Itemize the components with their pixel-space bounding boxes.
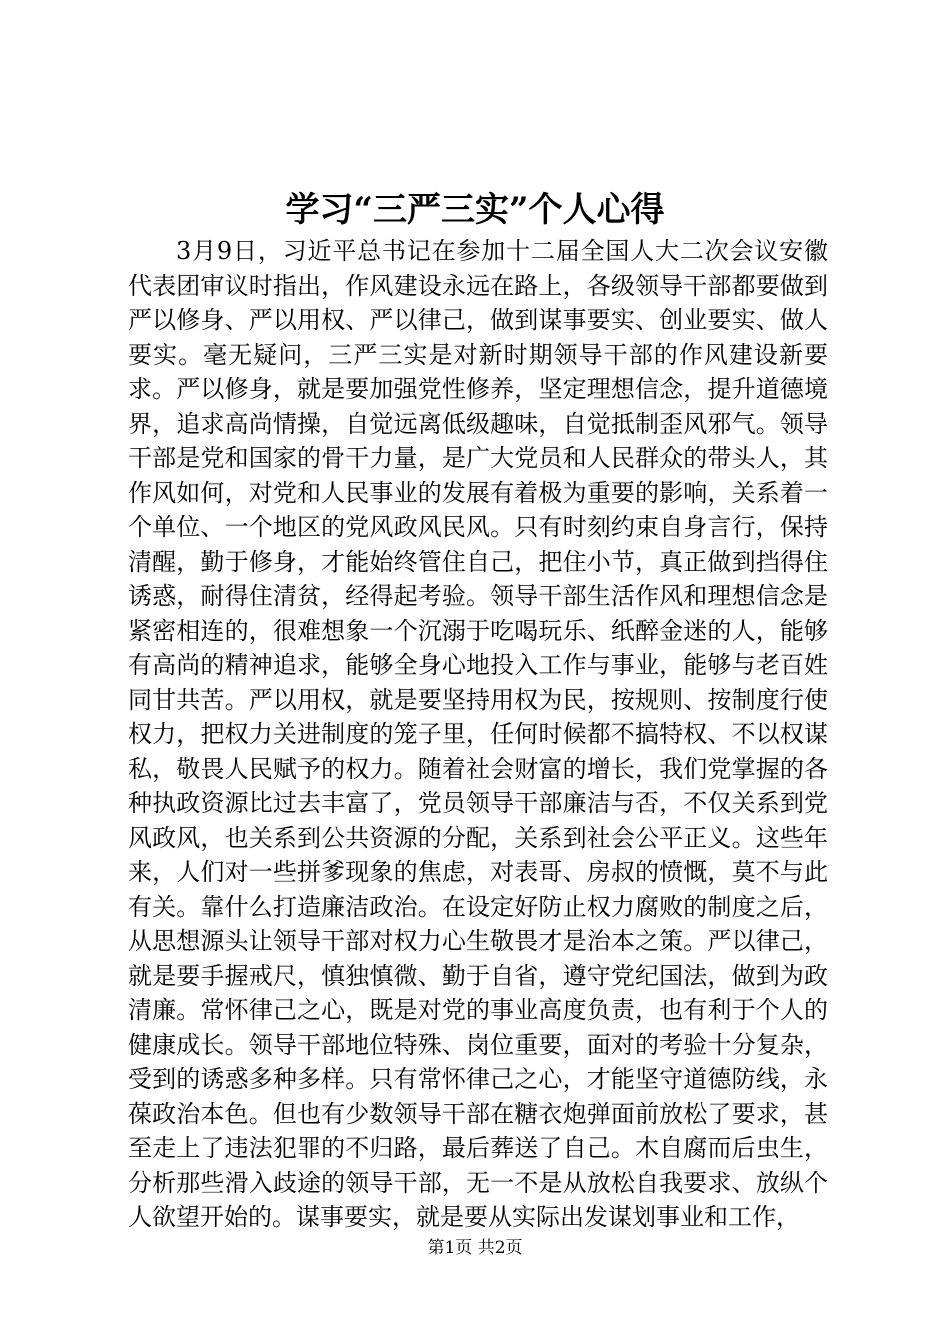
document-title: 学习“三严三实”个人心得	[285, 190, 665, 230]
document-body: 3月9日，习近平总书记在参加十二届全国人大二次会议安徽代表团审议时指出，作风建设永远在路上，各级领导干部都要做到严以修身、严以用权、严以律己，做到谋事要实、创业要实、做人要实。毫无疑问，三严三实是对新时期领导干部的作风建设新要求。严以修身，就是要加强党性修养，坚定理想信念，提升道德境界，追求高尚情操，自觉远离低级趣味，自觉抵制歪风邪气。领导干部是党和国家的骨干力量，是广大党员和人民群众的带头人，其作风如何，对党和人民事业的发展有着极为重要的影响，关系着一个单位、一个地区的党风政风民风。只有时刻约束自身言行，保持清醒，勤于修身，才能始终管住自己，把住小节，真正做到挡得住诱惑，耐得住清贫，经得起考验。领导干部生活作风和理想信念是紧密相连的，很难想象一个沉溺于吃喝玩乐、纸醉金迷的人，能够有高尚的精神追求，能够全身心地投入工作与事业，能够与老百姓同甘共苦。严以用权，就是要坚持用权为民，按规则、按制度行使权力，把权力关进制度的笼子里，任何时候都不搞特权、不以权谋私，敬畏人民赋予的权力。随着社会财富的增长，我们党掌握的各种执政资源比过去丰富了，党员领导干部廉洁与否，不仅关系到党风政风，也关系到公共资源的分配，关系到社会公平正义。这些年来，人们对一些拼爹现象的焦虑，对表哥、房叔的愤慨，莫不与此有关。靠什么打造廉洁政治。在设定好防止权力腐败的制度之后，从思想源头让领导干部对权力心生敬畏才是治本之策。严以律己，就是要手握戒尺，慎独慎微、勤于自省，遵守党纪国法，做到为政清廉。常怀律己之心，既是对党的事业高度负责，也有利于个人的健康成长。领导干部地位特殊、岗位重要，面对的考验十分复杂，受到的诱惑多种多样。只有常怀律己之心，才能坚守道德防线，永葆政治本色。但也有少数领导干部在糖衣炮弹面前放松了要求，甚至走上了违法犯罪的不归路，最后葬送了自己。木自腐而后虫生，分析那些滑入歧途的领导干部，无一不是从放松自我要求、放纵个人欲望开始的。谋事要实，就是要从实际出发谋划事业和工作，	[128, 237, 828, 1231]
page-footer: 第1页 共2页	[427, 1238, 523, 1258]
